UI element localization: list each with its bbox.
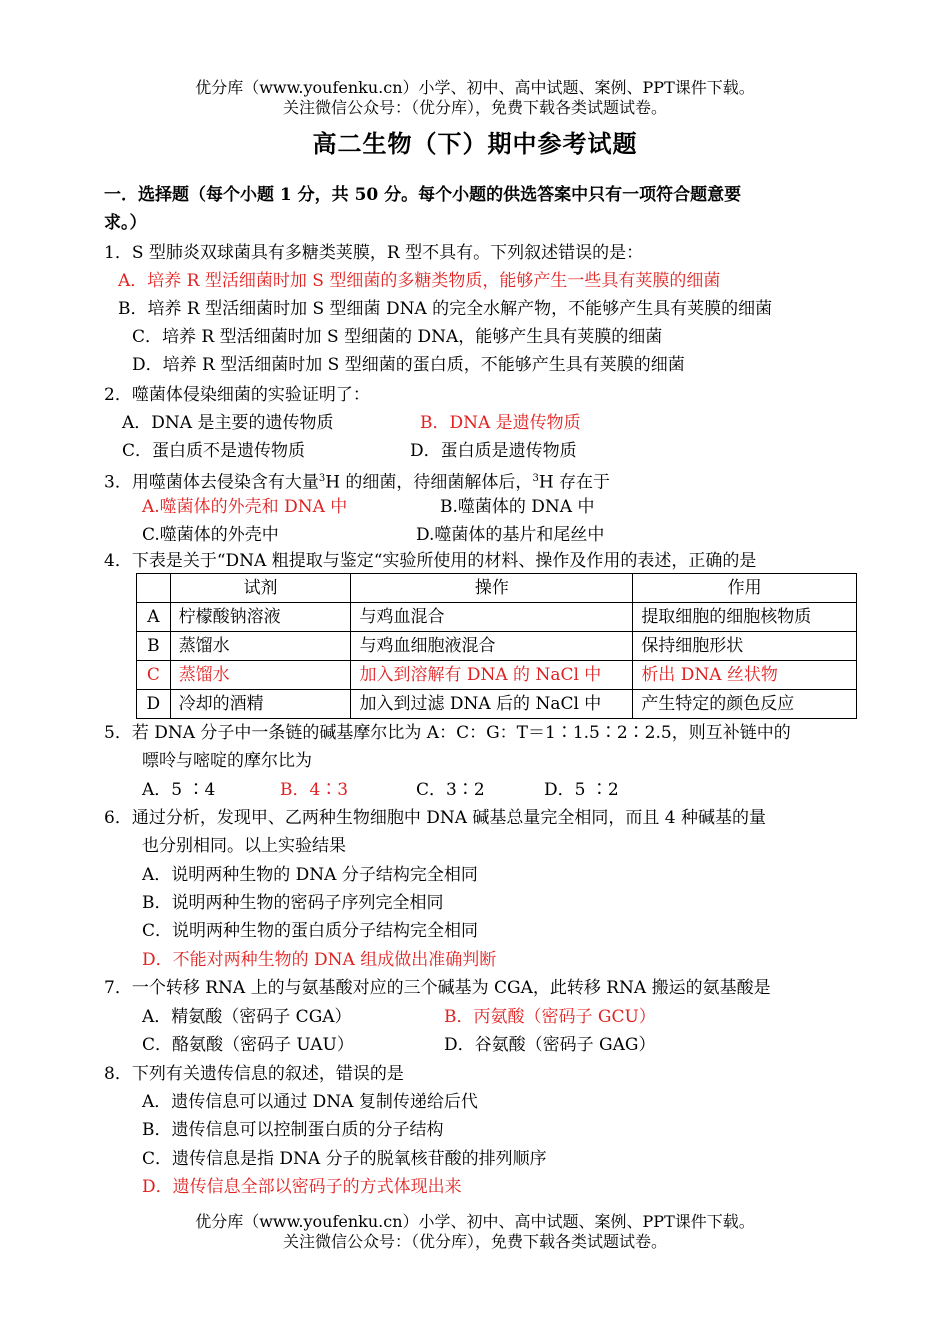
header-line-1: 优分库（www.youfenku.cn）小学、初中、高中试题、案例、PPT课件下载。 [195,78,755,97]
table-cell: 加入到过滤 DNA 后的 NaCl 中 [351,690,633,719]
question-8-stem: 8．下列有关遗传信息的叙述，错误的是 [104,1064,404,1084]
table-row [137,603,857,632]
table-cell: 析出 DNA 丝状物 [633,661,857,690]
table-cell: C [137,661,171,690]
question-1-option-b: B．培养 R 型活细菌时加 S 型细菌 DNA 的完全水解产物，不能够产生具有荚膜的细菌 [118,299,773,319]
table-cell: 柠檬酸钠溶液 [170,603,351,632]
footer-line-2: 关注微信公众号：（优分库），免费下载各类试题试卷。 [282,1232,667,1251]
question-5-option-a: A．5 ∶4 [142,780,216,800]
question-6-option-a: A．说明两种生物的 DNA 分子结构完全相同 [142,865,478,885]
question-3-option-b: B.噬菌体的 DNA 中 [440,497,595,517]
question-1-stem: 1．S 型肺炎双球菌具有多糖类荚膜，R 型不具有。下列叙述错误的是： [104,243,644,263]
question-7-stem: 7．一个转移 RNA 上的与氨基酸对应的三个碱基为 CGA，此转移 RNA 搬运的氨基酸是 [104,978,771,998]
table-cell: 与鸡血混合 [351,603,633,632]
table-cell: 提取细胞的细胞核物质 [633,603,857,632]
question-3-stem-part-1: 3．用噬菌体去侵染含有大量 [104,472,319,493]
question-2-option-c: C．蛋白质不是遗传物质 [122,441,306,461]
question-2-option-b: B．DNA 是遗传物质 [420,413,581,433]
question-1-option-a: A．培养 R 型活细菌时加 S 型细菌的多糖类物质，能够产生一些具有荚膜的细菌 [118,271,721,291]
table-cell: B [137,632,171,661]
table-cell: 与鸡血细胞液混合 [351,632,633,661]
question-6-stem: 6．通过分析，发现甲、乙两种生物细胞中 DNA 碱基总量完全相同，而且 4 种碱基的量 [104,808,767,828]
table-header-cell [137,574,171,603]
table-cell: 产生特定的颜色反应 [633,690,857,719]
question-2-stem: 2．噬菌体侵染细菌的实验证明了： [104,385,370,405]
question-6-stem-cont: 也分别相同。以上实验结果 [142,836,346,856]
table-header-cell: 作用 [633,574,857,603]
question-8-option-b: B．遗传信息可以控制蛋白质的分子结构 [142,1120,444,1140]
question-7-option-c: C．酪氨酸（密码子 UAU） [142,1035,354,1055]
question-6-option-d: D．不能对两种生物的 DNA 组成做出准确判断 [142,950,497,970]
table-cell: D [137,690,171,719]
table-cell: 冷却的酒精 [170,690,351,719]
table-row [137,632,857,661]
question-6-option-c: C．说明两种生物的蛋白质分子结构完全相同 [142,921,479,941]
question-5-option-d: D．5 ∶2 [544,780,619,800]
question-3-stem-part-3: H 存在于 [538,472,611,493]
question-3-stem-part-2: H 的细菌，待细菌解体后， [325,472,533,493]
question-5-option-c: C．3∶2 [416,780,485,800]
question-7-option-d: D．谷氨酸（密码子 GAG） [444,1035,656,1055]
table-cell: 蒸馏水 [170,661,351,690]
section-heading-cont: 求。） [104,213,147,233]
table-header-cell: 操作 [351,574,633,603]
question-6-option-b: B．说明两种生物的密码子序列完全相同 [142,893,444,913]
table-cell: 保持细胞形状 [633,632,857,661]
question-8-option-a: A．遗传信息可以通过 DNA 复制传递给后代 [142,1092,478,1112]
question-8-option-d: D．遗传信息全部以密码子的方式体现出来 [142,1177,462,1197]
question-5-stem-cont: 嘌呤与嘧啶的摩尔比为 [142,751,312,771]
question-7-option-a: A．精氨酸（密码子 CGA） [142,1007,352,1027]
superscript-3: 3 [532,473,539,484]
table-row [137,690,857,719]
question-1-option-c: C．培养 R 型活细菌时加 S 型细菌的 DNA，能够产生具有荚膜的细菌 [132,327,663,347]
page-title: 高二生物（下）期中参考试题 [312,129,638,158]
question-2-option-d: D．蛋白质是遗传物质 [410,441,577,461]
question-3-option-c: C.噬菌体的外壳中 [142,525,279,545]
question-3-stem [104,468,610,494]
question-8-option-c: C．遗传信息是指 DNA 分子的脱氧核苷酸的排列顺序 [142,1149,547,1169]
question-3-option-a: A.噬菌体的外壳和 DNA 中 [142,497,348,517]
table-header-row [137,574,857,603]
section-heading: 一．选择题（每个小题 1 分，共 50 分。每个小题的供选答案中只有一项符合题意要 [104,185,742,205]
question-5-stem: 5．若 DNA 分子中一条链的碱基摩尔比为 A：C：G：T＝1∶1.5∶2∶2.5，则互补链中的 [104,723,791,743]
question-3-option-d: D.噬菌体的基片和尾丝中 [416,525,605,545]
question-7-option-b: B．丙氨酸（密码子 GCU） [444,1007,656,1027]
question-2-option-a: A．DNA 是主要的遗传物质 [122,413,334,433]
header-line-2: 关注微信公众号：（优分库），免费下载各类试题试卷。 [282,98,667,117]
table-header-cell: 试剂 [170,574,351,603]
table-cell: 蒸馏水 [170,632,351,661]
question-4-stem: 4．下表是关于“DNA 粗提取与鉴定“实验所使用的材料、操作及作用的表述，正确的是 [104,551,757,571]
table-row-answer [137,661,857,690]
table-cell: A [137,603,171,632]
question-5-option-b: B．4∶3 [280,780,349,800]
reagent-table [136,573,857,719]
superscript-3: 3 [318,473,326,484]
table-cell: 加入到溶解有 DNA 的 NaCl 中 [351,661,633,690]
question-1-option-d: D．培养 R 型活细菌时加 S 型细菌的蛋白质，不能够产生具有荚膜的细菌 [132,355,685,375]
footer-line-1: 优分库（www.youfenku.cn）小学、初中、高中试题、案例、PPT课件下载。 [195,1212,755,1231]
